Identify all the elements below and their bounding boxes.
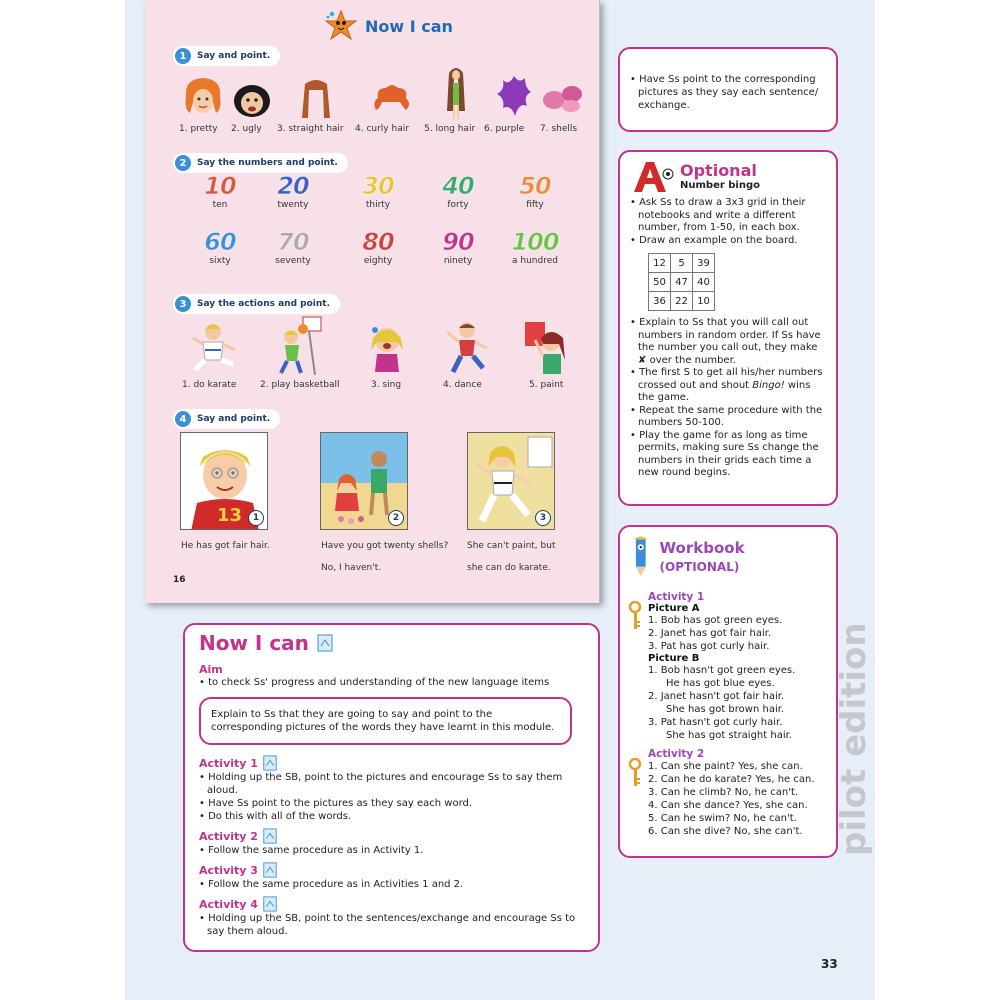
number-item	[258, 228, 328, 266]
painting-girl-picture	[521, 320, 569, 376]
sb-page-number: 16	[173, 575, 186, 585]
number-digits: 50	[519, 172, 551, 200]
aim-label: Aim	[199, 663, 223, 676]
number-digits: 20	[277, 172, 309, 200]
key-icon	[628, 601, 642, 631]
key-icon	[628, 758, 642, 788]
aim-text: • to check Ss' progress and understanding of the new language items	[199, 676, 586, 689]
cross-mark-icon: ✘	[638, 354, 647, 366]
workbook-optional: (OPTIONAL)	[659, 560, 740, 574]
number-item	[423, 172, 493, 210]
ex1-caption-6: 6. purple	[484, 124, 525, 134]
number-digits: 60	[204, 228, 236, 256]
number-digits: 90	[442, 228, 474, 256]
sentence-3a: She can't paint, but	[467, 541, 556, 551]
number-item	[500, 228, 570, 266]
number-digits: 70	[277, 228, 309, 256]
ex3-caption-5: 5. paint	[529, 380, 564, 390]
grid-cell: 50	[649, 273, 671, 292]
ugly-face-picture	[233, 83, 271, 119]
number-word: a hundred	[512, 256, 558, 266]
number-item	[343, 172, 413, 210]
number-word: sixty	[209, 256, 231, 266]
activity-3-heading	[199, 862, 586, 878]
exercise-1-instruction: Say and point.	[197, 51, 271, 61]
activity-1-bullet-3: • Do this with all of the words.	[199, 810, 586, 823]
exercise-2-instruction: Say the numbers and point.	[197, 158, 338, 168]
exercise-1-number: 1	[175, 48, 191, 64]
ex3-caption-2: 2. play basketball	[260, 380, 340, 390]
now-i-can-header	[199, 631, 586, 655]
activity-1-label: Activity 1	[199, 756, 258, 770]
pencil-mascot-icon	[630, 535, 652, 579]
activity-4-heading	[199, 896, 586, 912]
wb-b-line-3b: She has got straight hair.	[666, 730, 792, 741]
activity-1-bullet-2: • Have Ss point to the pictures as they say each word.	[199, 797, 586, 810]
ex1-caption-3: 3. straight hair	[277, 124, 344, 134]
wb-b-line-1: 1. Bob hasn't got green eyes.	[648, 665, 796, 676]
workbook-box	[618, 525, 838, 858]
number-item	[258, 172, 328, 210]
number-digits: 30	[362, 172, 394, 200]
picture-2-badge: 2	[388, 510, 404, 526]
optional-bullet-2: • Draw an example on the board.	[630, 235, 826, 248]
wb-a-line-3: 3. Pat has got curly hair.	[648, 641, 770, 652]
activity-2-label: Activity 2	[199, 829, 258, 843]
sentence-3b: she can do karate.	[467, 563, 551, 573]
grid-cell: 40	[693, 273, 715, 292]
curly-hair-picture	[370, 80, 412, 116]
student-book-icon	[262, 896, 278, 912]
explain-text-a: Explain to Ss that you will call out numbers in random order. If Ss have the number you call out, they make	[638, 317, 821, 353]
optional-bullet-first	[630, 367, 826, 405]
sb-title	[323, 6, 453, 46]
pretty-girl-picture	[182, 75, 224, 119]
picture-2	[320, 432, 408, 530]
ex3-caption-4: 4. dance	[443, 380, 482, 390]
number-item	[343, 228, 413, 266]
grid-cell: 36	[649, 292, 671, 311]
exercise-3-header	[173, 294, 340, 314]
wb-b-line-2b: She has got brown hair.	[666, 704, 785, 715]
number-word: thirty	[365, 200, 391, 210]
first-text-a: The first S to get all his/her numbers crossed out and shout	[638, 367, 823, 391]
sentence-2	[321, 535, 448, 579]
sentence-2b: No, I haven't.	[321, 563, 382, 573]
grid-cell: 39	[693, 254, 715, 273]
number-digits: 80	[362, 228, 394, 256]
activity-3-label: Activity 3	[199, 863, 258, 877]
exercise-3-instruction: Say the actions and point.	[197, 299, 330, 309]
letter-a-mascot-icon	[630, 158, 674, 194]
student-book-icon	[262, 862, 278, 878]
exercise-2-number: 2	[175, 155, 191, 171]
number-item	[185, 228, 255, 266]
starfish-mascot-icon	[323, 8, 359, 44]
dancing-boy-picture	[443, 318, 491, 376]
optional-title: Optional	[680, 160, 757, 180]
shells-picture	[541, 82, 587, 114]
number-item	[500, 172, 570, 210]
student-book-icon	[262, 755, 278, 771]
student-book-icon	[317, 634, 333, 652]
number-word: ten	[212, 200, 228, 210]
student-book-page	[145, 0, 600, 603]
activity-2-heading	[199, 828, 586, 844]
page-number: 33	[821, 957, 838, 971]
picture-a-label: Picture A	[648, 603, 700, 614]
number-word: twenty	[277, 200, 309, 210]
sentence-3	[467, 535, 555, 579]
bingo-word: Bingo!	[752, 379, 785, 391]
watermark-text: pilot edition	[834, 622, 874, 856]
wb-act2-line-5: 5. Can he swim? No, he can't.	[648, 813, 797, 824]
optional-bullet-1: • Ask Ss to draw a 3x3 grid in their notebooks and write a different number, from 1-50, in each box.	[630, 197, 826, 235]
wb-act2-line-1: 1. Can she paint? Yes, she can.	[648, 761, 803, 772]
first-text-b: wins the game.	[638, 379, 811, 403]
grid-cell: 12	[649, 254, 671, 273]
picture-1-badge: 1	[248, 510, 264, 526]
sentence-2a: Have you got twenty shells?	[321, 541, 449, 551]
ex1-caption-7: 7. shells	[540, 124, 578, 134]
number-item	[423, 228, 493, 266]
exercise-4-header	[173, 409, 280, 429]
activity-2-bullet-1: • Follow the same procedure as in Activity 1.	[199, 844, 586, 857]
basketball-boy-picture	[273, 315, 325, 377]
wb-act2-line-3: 3. Can he climb? No, he can't.	[648, 787, 799, 798]
exercise-2-header	[173, 153, 348, 173]
now-i-can-title: Now I can	[199, 631, 309, 655]
singing-girl-picture	[363, 322, 411, 374]
pilot-edition-watermark	[827, 610, 877, 860]
exercise-4-instruction: Say and point.	[197, 414, 271, 424]
number-word: eighty	[363, 256, 393, 266]
teacher-note-box	[618, 47, 838, 132]
optional-bullet-repeat: • Repeat the same procedure with the numbers 50-100.	[630, 405, 826, 430]
optional-box	[618, 150, 838, 506]
number-word: ninety	[443, 256, 473, 266]
student-book-icon	[262, 828, 278, 844]
picture-1	[180, 432, 268, 530]
exercise-1-header	[173, 46, 280, 66]
wb-activity-2-label: Activity 2	[648, 748, 705, 760]
now-i-can-box	[183, 623, 600, 952]
teacher-note-text: • Have Ss point to the corresponding pictures as they say each sentence/ exchange.	[630, 73, 826, 112]
number-digits: 100	[511, 228, 559, 256]
picture-b-label: Picture B	[648, 653, 700, 664]
explain-box: Explain to Ss that they are going to say and point to the corresponding pictures of the words they have learnt in this module.	[199, 697, 572, 745]
sentence-1: He has got fair hair.	[181, 541, 270, 551]
ex1-caption-5: 5. long hair	[424, 124, 476, 134]
wb-a-line-1: 1. Bob has got green eyes.	[648, 615, 783, 626]
long-hair-picture	[445, 63, 467, 121]
ex3-caption-1: 1. do karate	[182, 380, 237, 390]
grid-cell: 10	[693, 292, 715, 311]
grid-cell: 47	[671, 273, 693, 292]
picture-3	[467, 432, 555, 530]
exercise-4-number: 4	[175, 411, 191, 427]
workbook-title	[660, 539, 826, 575]
wb-act2-line-4: 4. Can she dance? Yes, she can.	[648, 800, 808, 811]
exercise-3-number: 3	[175, 296, 191, 312]
ex3-caption-3: 3. sing	[371, 380, 402, 390]
optional-subtitle: Number bingo	[680, 179, 760, 191]
explain-text-b: over the number.	[649, 354, 736, 366]
workbook-title-text: Workbook	[659, 539, 745, 557]
jersey-number: 13	[217, 505, 243, 526]
karate-boy-picture	[191, 320, 237, 376]
wb-b-line-1b: He has got blue eyes.	[666, 678, 775, 689]
optional-bullet-explain	[630, 317, 826, 367]
sb-title-text: Now I can	[365, 16, 453, 36]
purple-splash-picture	[495, 72, 533, 120]
number-digits: 40	[442, 172, 474, 200]
grid-cell: 5	[671, 254, 693, 273]
activity-4-label: Activity 4	[199, 897, 258, 911]
ex1-caption-1: 1. pretty	[179, 124, 218, 134]
number-item	[185, 172, 255, 210]
wb-act2-line-2: 2. Can he do karate? Yes, he can.	[648, 774, 815, 785]
wb-a-line-2: 2. Janet has got fair hair.	[648, 628, 772, 639]
wb-b-line-3: 3. Pat hasn't got curly hair.	[648, 717, 783, 728]
wb-b-line-2: 2. Janet hasn't got fair hair.	[648, 691, 785, 702]
wb-act2-line-6: 6. Can she dive? No, she can't.	[648, 826, 803, 837]
activity-3-bullet-1: • Follow the same procedure as in Activities 1 and 2.	[199, 878, 586, 891]
ex1-caption-2: 2. ugly	[231, 124, 262, 134]
workbook-header	[630, 535, 826, 579]
number-word: forty	[447, 200, 469, 210]
optional-bullet-play: • Play the game for as long as time permits, making sure Ss change the numbers in their grids each time a new round begins.	[630, 430, 826, 480]
number-word: fifty	[526, 200, 544, 210]
wb-activity-1-label: Activity 1	[648, 591, 705, 603]
number-digits: 10	[204, 172, 236, 200]
number-word: seventy	[275, 256, 311, 266]
straight-hair-picture	[297, 76, 335, 120]
grid-cell: 22	[671, 292, 693, 311]
bingo-grid	[648, 253, 715, 311]
optional-header	[630, 158, 826, 194]
ex1-caption-4: 4. curly hair	[355, 124, 409, 134]
activity-4-bullet-1: • Holding up the SB, point to the sentences/exchange and encourage Ss to say them aloud.	[199, 912, 586, 938]
activity-1-heading	[199, 755, 586, 771]
activity-1-bullet-1: • Holding up the SB, point to the pictures and encourage Ss to say them aloud.	[199, 771, 586, 797]
picture-3-badge: 3	[535, 510, 551, 526]
